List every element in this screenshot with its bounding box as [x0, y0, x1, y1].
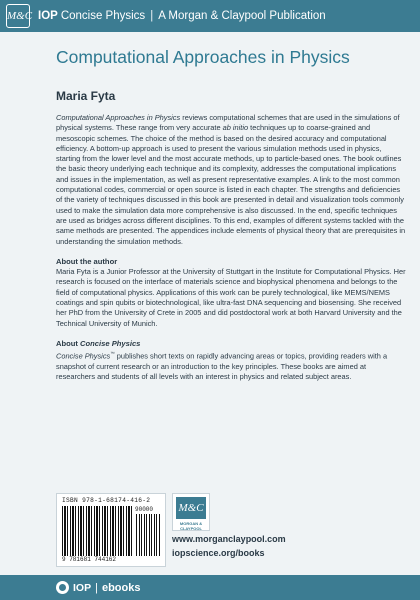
description — [56, 113, 406, 247]
iop-logo-icon — [56, 581, 69, 594]
morganclaypool-link[interactable]: www.morganclaypool.com — [172, 534, 286, 544]
barcode-icon — [62, 506, 132, 556]
publisher-logo-name: MORGAN & CLAYPOOL — [179, 521, 203, 531]
isbn-label: ISBN 978-1-68174-416-2 — [62, 497, 151, 504]
top-banner — [0, 0, 420, 32]
banner-series: Concise Physics — [60, 10, 146, 22]
banner-publisher: A Morgan & Claypool Publication — [158, 10, 326, 22]
banner-text — [38, 10, 326, 22]
about-series — [56, 349, 406, 382]
back-cover-text — [56, 113, 406, 383]
publisher-logo-mark: M&C — [176, 497, 206, 519]
addon-barcode-icon — [136, 514, 160, 556]
description-part1: reviews computational schemes that are used in the simulations of physical systems. These range from very accurate — [56, 113, 400, 133]
isbn-barcode-block — [56, 493, 166, 567]
price-addon-code: 90000 — [135, 506, 154, 513]
about-series-heading — [56, 339, 406, 349]
banner-separator: | — [150, 10, 154, 22]
description-italic-phrase: ab initio — [222, 123, 249, 133]
about-author-text: Maria Fyta is a Junior Professor at the University of Stuttgart in the Institute for Computational Physics. Her research is focused on the interface of materials science and biophysical phenomena and belongs to the field of computational physics. Applications of this work can be purely technological, like MEMS/NEMS coatings and spin qubits or biotechnological, like ultra-fast DNA sequencing and biosensing. She received her PhD from the University of Crete in 2005 and did postdoctoral work at both Harvard University and the Technical University of Munich. — [56, 267, 406, 328]
footer-band — [0, 575, 420, 600]
footer-separator: | — [95, 581, 98, 594]
about-series-heading-title: Concise Physics — [80, 338, 141, 348]
mc-logo-icon: M&C — [6, 4, 30, 28]
about-series-body: publishes short texts on rapidly advancing areas or topics, providing readers with a snapshot of current research or an introduction to the key principles. These books are aimed at researchers and students of all levels with an interest in physics and related subject areas. — [56, 351, 388, 382]
author-name: Maria Fyta — [56, 89, 116, 103]
about-series-lead: Concise Physics — [56, 351, 111, 361]
iopscience-link[interactable]: iopscience.org/books — [172, 548, 265, 558]
book-title: Computational Approaches in Physics — [56, 47, 350, 67]
description-part2: techniques up to coarse-grained and mesoscopic schemes. The choice of the method is based on the desired accuracy and computational efficiency. A bottom-up approach is used to present the various simulation methods used in physics, starting from the lower level and the most accurate methods, up to particle-based ones. The book outlines the basic theory underlying each technique and its complexity, addresses the computational implications and issues in the implementation, as well as present representative examples. A link to the most common computational codes, commercial or open source is listed in each chapter. The strengths and deficiencies of the variety of techniques discussed in this book are presented in detail and visualization tools commonly used to make the simulation data more comprehensive is also discussed. In the end, specific techniques are used as bridges across different disciplines. To this end, examples of different systems tackled with the same methods are presented. The appendices include elements of physical theory that are prerequisites in understanding the simulation methods. — [56, 123, 406, 246]
trademark-symbol: ™ — [110, 351, 115, 357]
footer-ebooks: ebooks — [101, 581, 141, 594]
about-author-heading: About the author — [56, 256, 118, 266]
banner-brand: IOP — [38, 10, 58, 22]
about-series-heading-prefix: About — [56, 338, 81, 348]
publisher-logo-icon — [172, 493, 210, 531]
barcode-digits: 9 781681 744162 — [62, 556, 117, 563]
about-series-text — [56, 349, 406, 382]
footer-iop: IOP — [73, 581, 92, 594]
description-title: Computational Approaches in Physics — [56, 113, 181, 122]
